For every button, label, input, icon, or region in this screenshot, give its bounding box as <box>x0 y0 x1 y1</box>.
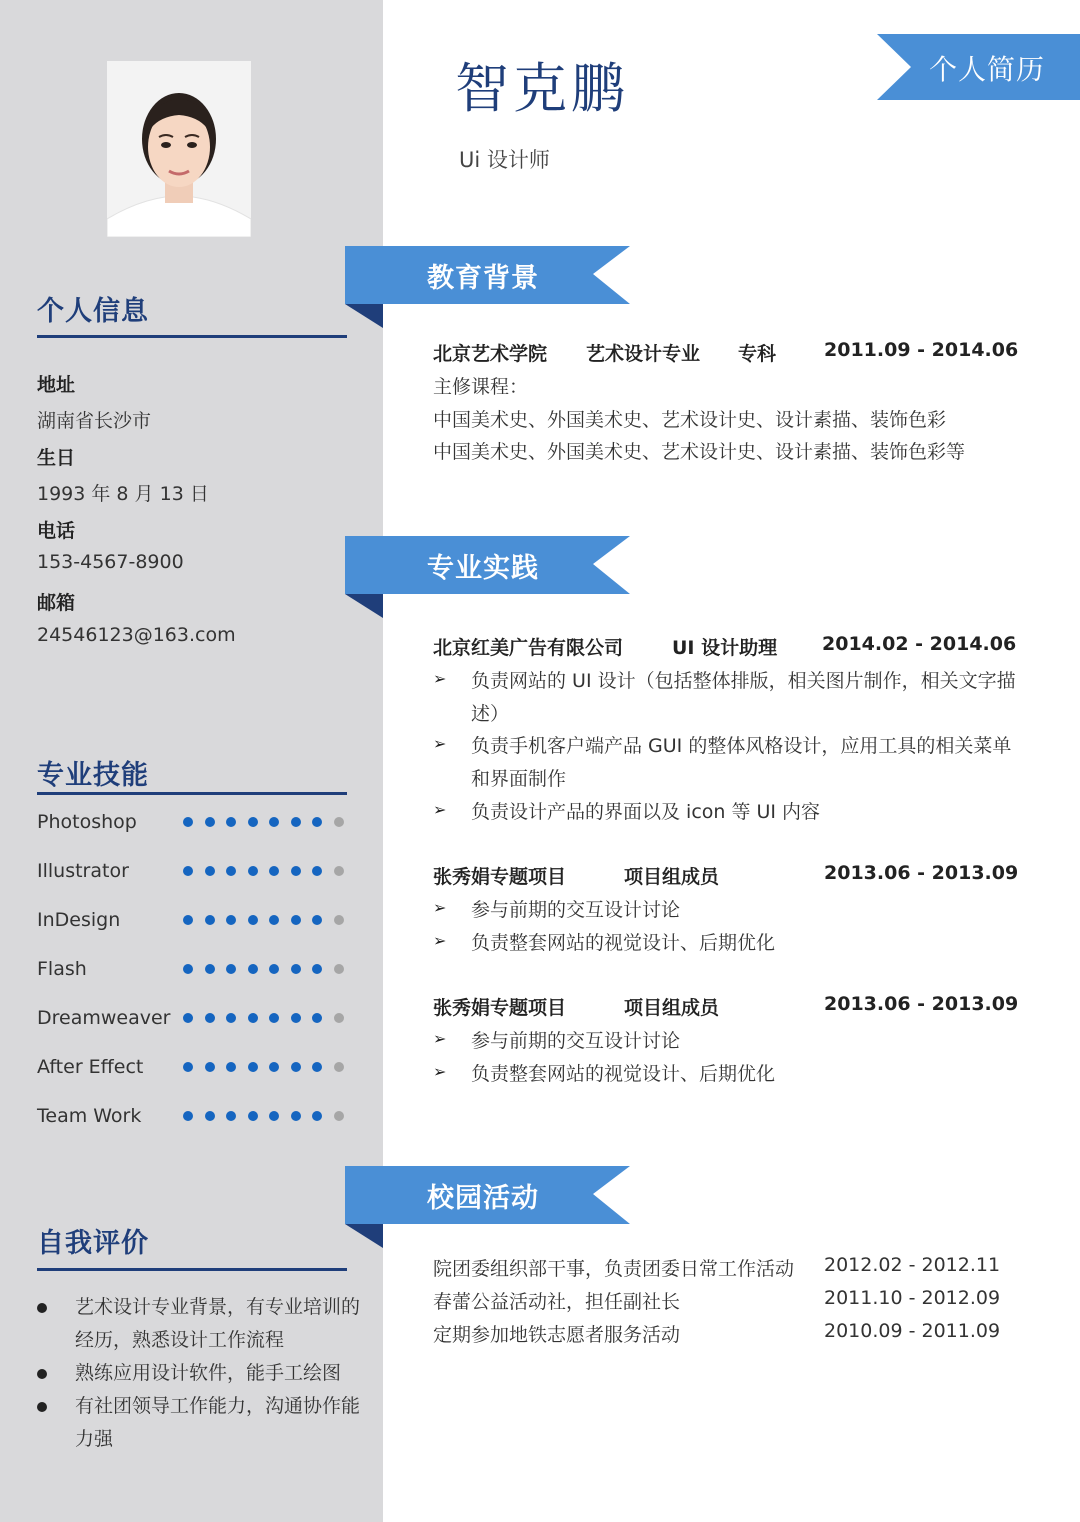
skill-dot-filled <box>226 1111 236 1121</box>
skill-dot-filled <box>291 1062 301 1072</box>
skill-dot-empty <box>334 1013 344 1023</box>
skills-divider <box>37 792 347 795</box>
skill-name: Dreamweaver <box>37 1007 171 1029</box>
skill-dot-empty <box>334 1111 344 1121</box>
skill-dot-filled <box>226 915 236 925</box>
campus-period: 2012.02 - 2012.11 <box>824 1254 1001 1276</box>
address-value: 湖南省长沙市 <box>37 410 152 432</box>
job-duty: 负责整套网站的视觉设计、后期优化 <box>471 932 776 954</box>
self-eval-item <box>37 1357 377 1390</box>
skill-dot-filled <box>183 964 193 974</box>
self-eval-text: 艺术设计专业背景，有专业培训的经历，熟悉设计工作流程 <box>75 1296 361 1351</box>
job-company: 北京红美广告有限公司 <box>433 637 624 659</box>
education-banner <box>345 246 630 328</box>
self-eval-text: 熟练应用设计软件，能手工绘图 <box>75 1362 342 1384</box>
skill-dot-filled <box>205 1062 215 1072</box>
skill-name: Illustrator <box>37 860 129 882</box>
candidate-name: 智克鹏 <box>455 57 629 120</box>
skill-dot-filled <box>269 817 279 827</box>
skill-dot-filled <box>291 1111 301 1121</box>
arrow-bullet-icon: ➢ <box>433 898 447 917</box>
self-eval-item <box>37 1291 377 1357</box>
skill-dot-filled <box>205 1013 215 1023</box>
skill-name: Flash <box>37 958 87 980</box>
skill-dot-empty <box>334 915 344 925</box>
sidebar <box>0 0 383 1522</box>
job-period: 2013.06 - 2013.09 <box>824 993 1019 1015</box>
education-heading: 教育背景 <box>427 263 539 294</box>
skill-dot-empty <box>334 817 344 827</box>
skill-dot-filled <box>312 964 322 974</box>
job-company: 张秀娟专题项目 <box>433 866 567 888</box>
skill-dot-filled <box>183 866 193 876</box>
self-eval-text: 有社团领导工作能力，沟通协作能力强 <box>75 1395 361 1450</box>
education-period: 2011.09 - 2014.06 <box>824 339 1019 361</box>
resume-tag <box>877 34 1080 100</box>
job-duty: 参与前期的交互设计讨论 <box>471 1030 681 1052</box>
skill-dot-filled <box>226 1062 236 1072</box>
skill-name: Team Work <box>37 1105 142 1127</box>
skill-dot-filled <box>183 915 193 925</box>
skill-dot-filled <box>183 1111 193 1121</box>
skill-row <box>37 905 352 935</box>
skill-dot-filled <box>205 964 215 974</box>
phone-label: 电话 <box>37 520 76 542</box>
skill-row <box>37 1003 352 1033</box>
self-eval-item <box>37 1390 377 1456</box>
job-title: 项目组成员 <box>624 866 720 888</box>
skill-dot-filled <box>291 866 301 876</box>
education-school: 北京艺术学院 <box>433 343 548 365</box>
job-duty: 述） <box>471 703 510 725</box>
skill-dot-filled <box>312 1062 322 1072</box>
campus-period: 2011.10 - 2012.09 <box>824 1287 1001 1309</box>
arrow-bullet-icon: ➢ <box>433 931 447 950</box>
skill-dot-filled <box>205 1111 215 1121</box>
courses-line: 中国美术史、外国美术史、艺术设计史、设计素描、装饰色彩等 <box>433 441 966 463</box>
candidate-role: Ui 设计师 <box>459 148 550 172</box>
job-duty: 负责手机客户端产品 GUI 的整体风格设计，应用工具的相关菜单 <box>471 735 1012 757</box>
skill-name: After Effect <box>37 1056 144 1078</box>
job-duty: 负责网站的 UI 设计（包括整体排版，相关图片制作，相关文字描 <box>471 670 1016 692</box>
skill-dot-filled <box>183 817 193 827</box>
arrow-bullet-icon: ➢ <box>433 1029 447 1048</box>
phone-value: 153-4567-8900 <box>37 551 184 573</box>
skill-dot-filled <box>226 866 236 876</box>
skill-dot-filled <box>269 1111 279 1121</box>
arrow-bullet-icon: ➢ <box>433 1062 447 1081</box>
job-period: 2013.06 - 2013.09 <box>824 862 1019 884</box>
skill-dot-filled <box>312 915 322 925</box>
self-eval-divider <box>37 1268 347 1271</box>
skill-dot-empty <box>334 866 344 876</box>
skill-row <box>37 954 352 984</box>
skill-dot-filled <box>205 915 215 925</box>
job-title: 项目组成员 <box>624 997 720 1019</box>
skill-dot-filled <box>248 964 258 974</box>
job-duty: 负责设计产品的界面以及 icon 等 UI 内容 <box>471 801 821 823</box>
job-duty: 参与前期的交互设计讨论 <box>471 899 681 921</box>
skill-name: InDesign <box>37 909 121 931</box>
skill-dot-filled <box>312 866 322 876</box>
skill-dot-filled <box>226 1013 236 1023</box>
practice-heading: 专业实践 <box>427 553 539 584</box>
education-degree: 专科 <box>738 343 777 365</box>
email-value: 24546123@163.com <box>37 624 236 646</box>
skill-dot-filled <box>226 817 236 827</box>
job-company: 张秀娟专题项目 <box>433 997 567 1019</box>
skill-dot-filled <box>269 1062 279 1072</box>
job-duty: 和界面制作 <box>471 768 567 790</box>
personal-info-divider <box>37 335 347 338</box>
skill-dot-filled <box>248 817 258 827</box>
skill-dot-filled <box>269 866 279 876</box>
skill-dot-filled <box>312 817 322 827</box>
skill-dot-filled <box>248 1013 258 1023</box>
skill-dot-filled <box>269 1013 279 1023</box>
skill-dot-filled <box>291 964 301 974</box>
birthday-label: 生日 <box>37 447 76 469</box>
skill-dot-filled <box>183 1062 193 1072</box>
bullet-icon <box>37 1402 47 1412</box>
skill-row <box>37 1101 352 1131</box>
skill-dot-empty <box>334 964 344 974</box>
bullet-icon <box>37 1369 47 1379</box>
skill-dot-filled <box>291 915 301 925</box>
campus-activity: 春蕾公益活动社，担任副社长 <box>433 1291 681 1313</box>
courses-line: 中国美术史、外国美术史、艺术设计史、设计素描、装饰色彩 <box>433 409 947 431</box>
skill-dot-filled <box>248 915 258 925</box>
skill-row <box>37 1052 352 1082</box>
self-eval-heading: 自我评价 <box>37 1228 149 1259</box>
arrow-bullet-icon: ➢ <box>433 800 447 819</box>
skill-dot-empty <box>334 1062 344 1072</box>
skill-row <box>37 856 352 886</box>
skill-dot-filled <box>248 866 258 876</box>
skill-dot-filled <box>312 1013 322 1023</box>
job-duty: 负责整套网站的视觉设计、后期优化 <box>471 1063 776 1085</box>
campus-heading: 校园活动 <box>427 1183 539 1214</box>
arrow-bullet-icon: ➢ <box>433 734 447 753</box>
practice-banner <box>345 536 630 618</box>
courses-label: 主修课程： <box>433 376 529 398</box>
resume-tag-label: 个人简历 <box>929 53 1046 86</box>
skill-dot-filled <box>291 1013 301 1023</box>
skill-dot-filled <box>226 964 236 974</box>
email-label: 邮箱 <box>37 592 76 614</box>
campus-activity: 定期参加地铁志愿者服务活动 <box>433 1324 681 1346</box>
education-major: 艺术设计专业 <box>586 343 701 365</box>
bullet-icon <box>37 1303 47 1313</box>
skill-dot-filled <box>269 964 279 974</box>
skill-dot-filled <box>248 1062 258 1072</box>
campus-period: 2010.09 - 2011.09 <box>824 1320 1001 1342</box>
skill-dot-filled <box>205 866 215 876</box>
skills-heading: 专业技能 <box>37 760 149 791</box>
skill-dot-filled <box>269 915 279 925</box>
skill-name: Photoshop <box>37 811 137 833</box>
job-title: UI 设计助理 <box>672 637 778 659</box>
profile-photo <box>107 61 251 237</box>
personal-info-heading: 个人信息 <box>37 296 149 327</box>
birthday-value: 1993 年 8 月 13 日 <box>37 483 209 505</box>
skill-dot-filled <box>248 1111 258 1121</box>
address-label: 地址 <box>37 374 76 396</box>
arrow-bullet-icon: ➢ <box>433 669 447 688</box>
campus-activity: 院团委组织部干事，负责团委日常工作活动 <box>433 1258 795 1280</box>
job-period: 2014.02 - 2014.06 <box>822 633 1017 655</box>
skill-row <box>37 807 352 837</box>
skill-dot-filled <box>205 817 215 827</box>
skill-dot-filled <box>291 817 301 827</box>
skill-dot-filled <box>312 1111 322 1121</box>
campus-banner <box>345 1166 630 1248</box>
skill-dot-filled <box>183 1013 193 1023</box>
